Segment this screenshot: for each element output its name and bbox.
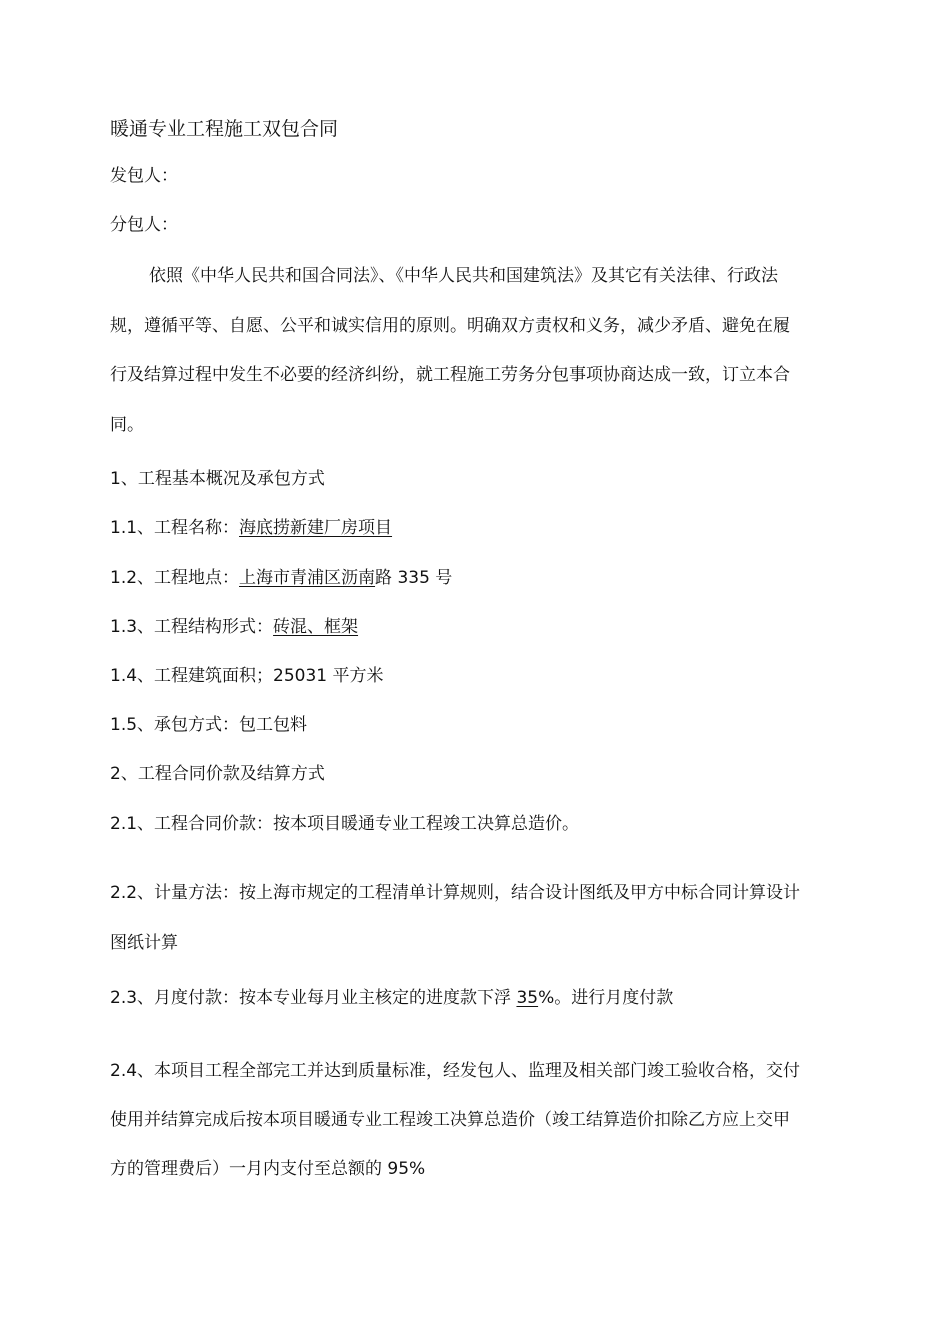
structure-type-row <box>110 615 358 639</box>
subcontractor-label: 分包人： <box>110 215 178 235</box>
contract-mode-row: 1.5、承包方式：包工包料 <box>110 715 308 735</box>
structure-type-value: 砖混、框架 <box>273 617 359 637</box>
document-title: 暖通专业工程施工双包合同 <box>110 118 339 140</box>
preamble-line-2: 规，遵循平等、自愿、公平和诚实信用的原则。明确双方责权和义务，减少矛盾、避免在履 <box>110 316 790 336</box>
preamble-line-1: 依照《中华人民共和国合同法》、《中华人民共和国建筑法》及其它有关法律、行政法 <box>149 266 778 286</box>
employer-label: 发包人： <box>110 166 178 186</box>
project-name-label: 1.1、工程名称： <box>110 518 240 538</box>
monthly-payment-prefix: 2.3、月度付款：按本专业每月业主核定的进度款下浮 <box>110 988 517 1008</box>
project-name-value: 海底捞新建厂房项目 <box>239 518 393 538</box>
measurement-method-line-1: 2.2、计量方法：按上海市规定的工程清单计算规则，结合设计图纸及甲方中标合同计算设计 <box>110 883 801 903</box>
preamble-line-3: 行及结算过程中发生不必要的经济纠纷，就工程施工劳务分包事项协商达成一致，订立本合 <box>110 365 790 385</box>
monthly-payment-suffix: %。进行月度付款 <box>538 988 674 1008</box>
building-area-row: 1.4、工程建筑面积；25031 平方米 <box>110 666 384 686</box>
preamble-line-4: 同。 <box>110 415 144 435</box>
section-1-heading: 1、工程基本概况及承包方式 <box>110 469 325 489</box>
project-location-suffix: 路 335 号 <box>375 568 453 588</box>
contract-price-row: 2.1、工程合同价款：按本项目暖通专业工程竣工决算总造价。 <box>110 814 580 834</box>
final-payment-line-2: 使用并结算完成后按本项目暖通专业工程竣工决算总造价（竣工结算造价扣除乙方应上交甲 <box>110 1110 790 1130</box>
structure-type-label: 1.3、工程结构形式： <box>110 617 274 637</box>
project-location-label: 1.2、工程地点： <box>110 568 240 588</box>
final-payment-line-1: 2.4、本项目工程全部完工并达到质量标准，经发包人、监理及相关部门竣工验收合格，交付 <box>110 1061 801 1081</box>
measurement-method-line-2: 图纸计算 <box>110 933 178 953</box>
monthly-payment-rate: 35 <box>516 988 539 1008</box>
project-location-value: 上海市青浦区沥南 <box>239 568 376 588</box>
project-name-row <box>110 516 392 540</box>
monthly-payment-row <box>110 986 673 1010</box>
final-payment-line-3: 方的管理费后）一月内支付至总额的 95% <box>110 1159 426 1179</box>
project-location-row <box>110 566 452 590</box>
section-2-heading: 2、工程合同价款及结算方式 <box>110 764 325 784</box>
